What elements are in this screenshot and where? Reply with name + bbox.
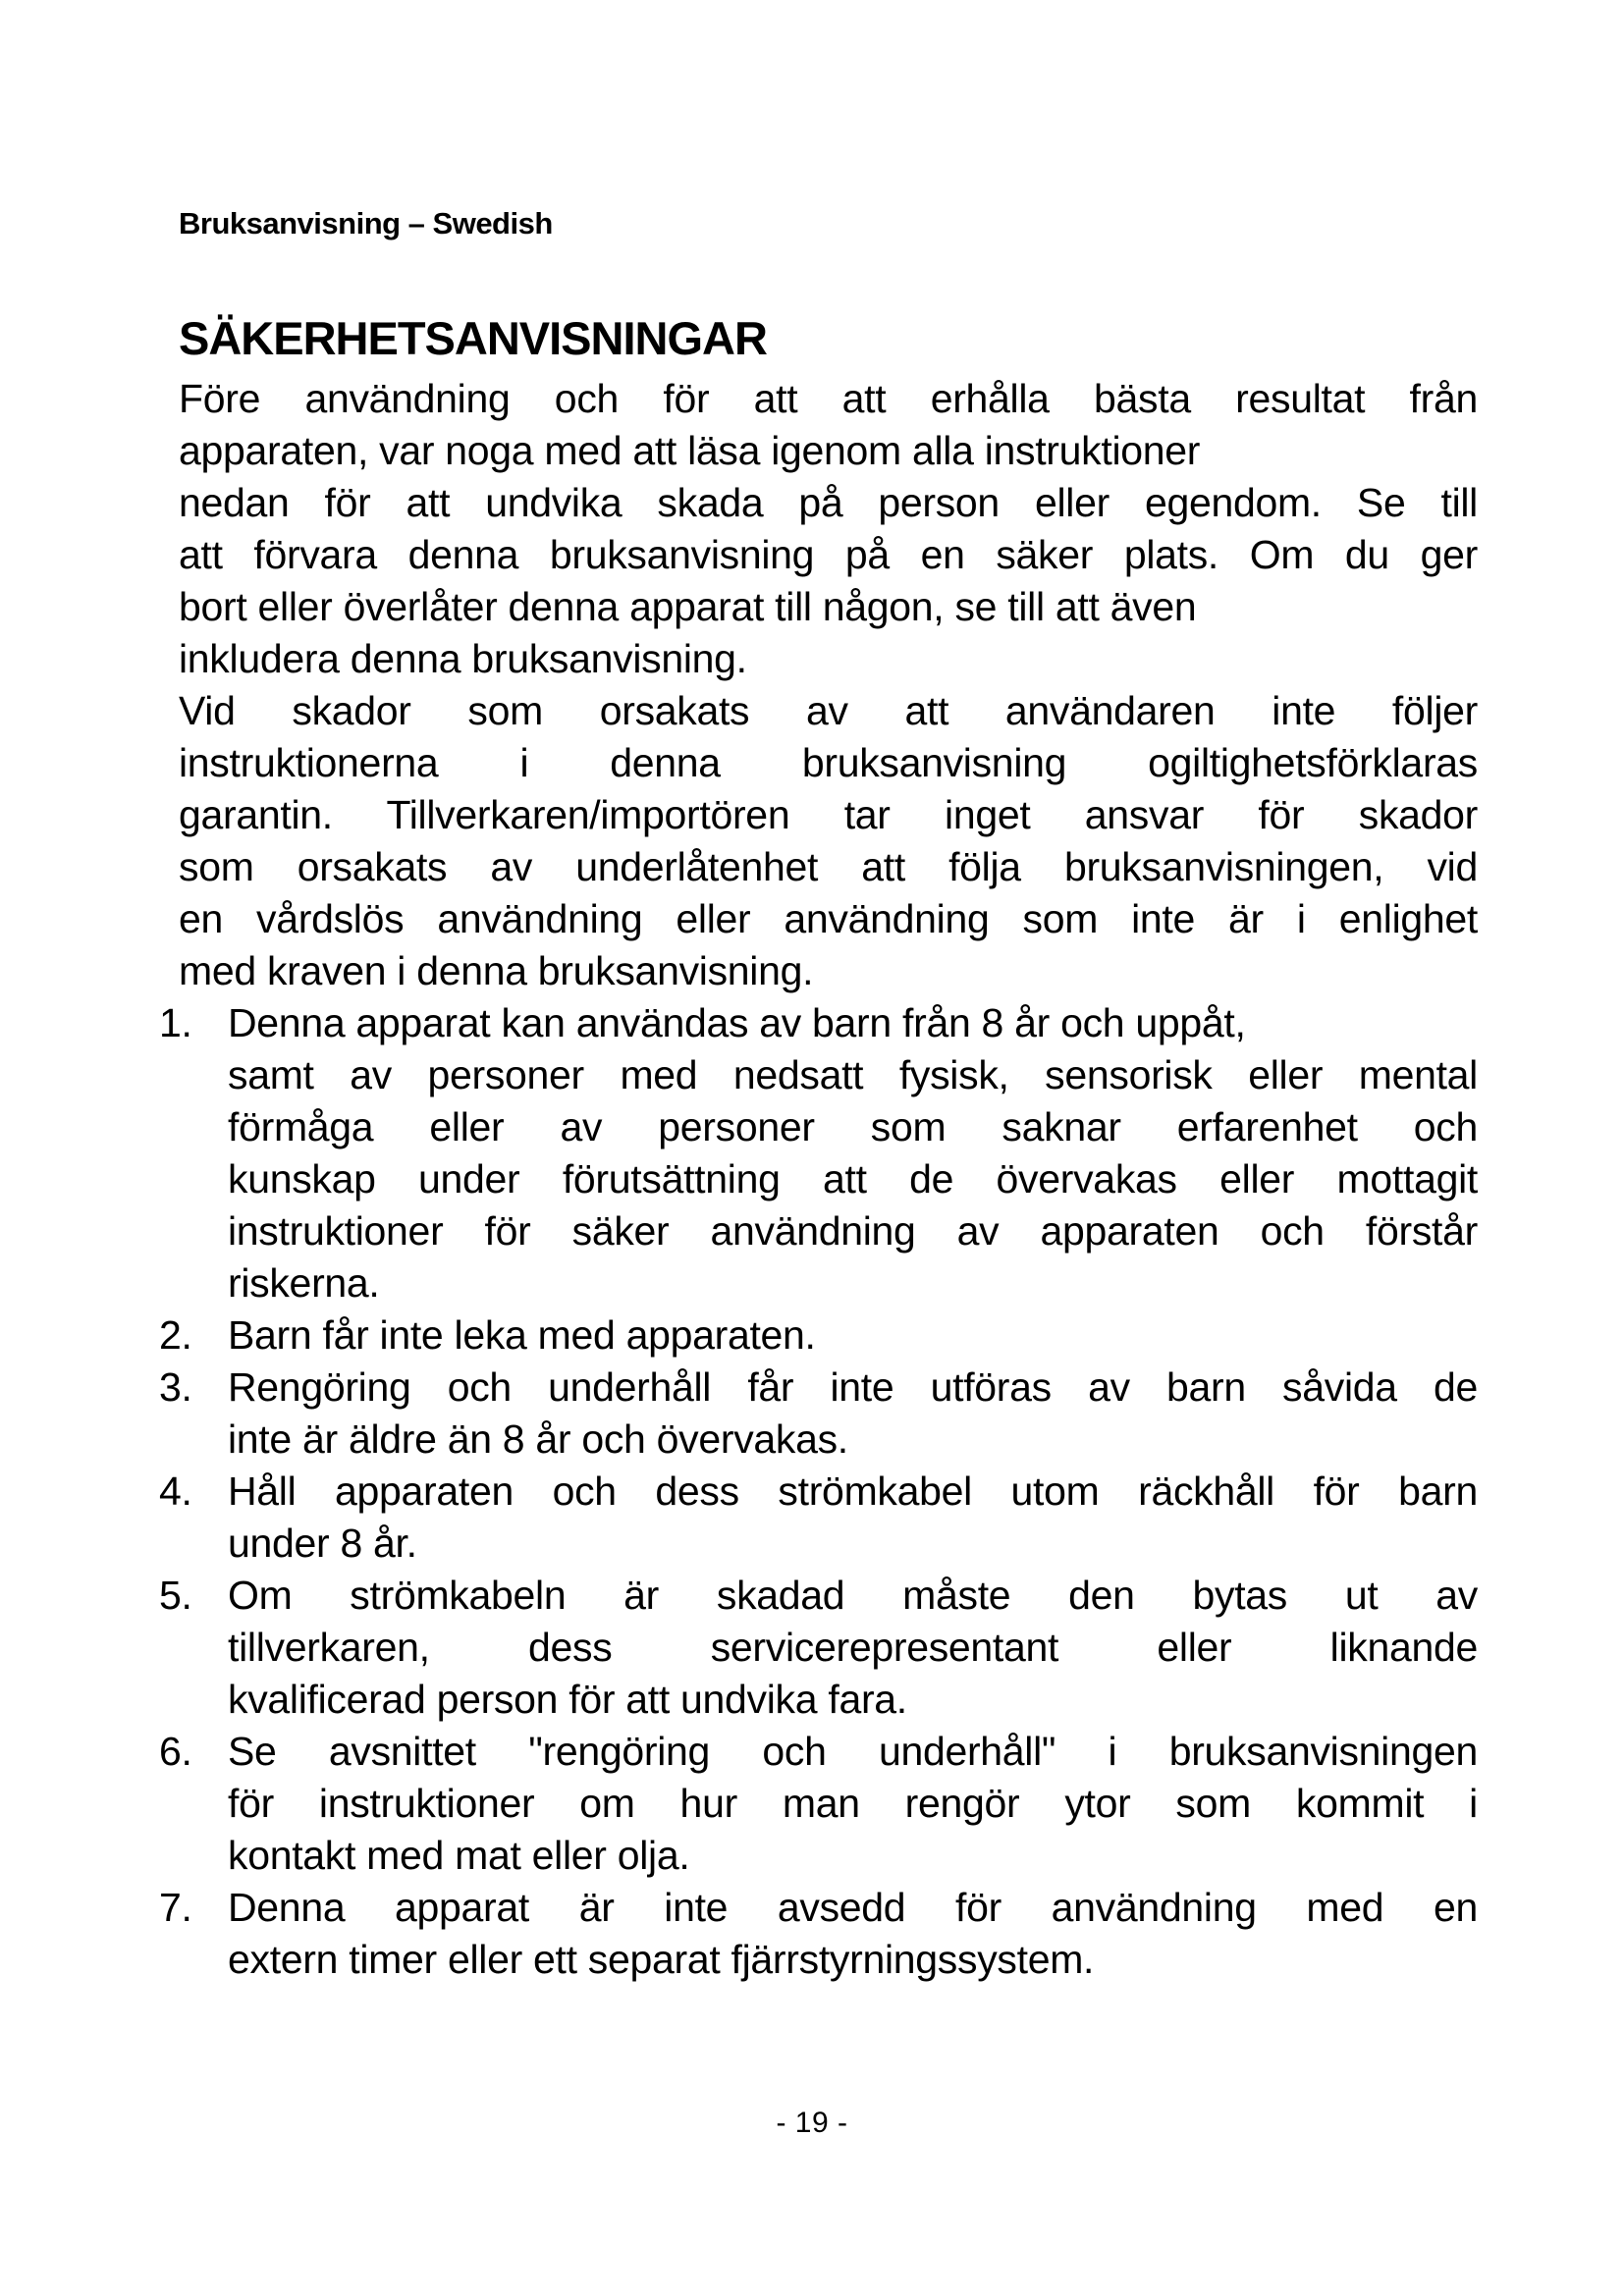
list-item-text (228, 1570, 1478, 1726)
list-item-line: Barn får inte leka med apparaten. (228, 1312, 816, 1358)
list-item-text (228, 997, 1478, 1309)
list-item-number: 7. (159, 1885, 192, 1930)
paragraph-line: att förvara denna bruksanvisning på en säker plats. Om du ger (179, 532, 1478, 577)
list-item (159, 1309, 1478, 1362)
paragraph-line: nedan för att undvika skada på person eller egendom. Se till (179, 480, 1478, 525)
page-title: SÄKERHETSANVISNINGAR (179, 312, 767, 364)
list-item-number: 2. (159, 1312, 192, 1358)
list-item-line: Denna apparat kan användas av barn från 8 år och uppåt, (228, 1000, 1246, 1045)
list-item-line: samt av personer med nedsatt fysisk, sensorisk eller mental (228, 1052, 1478, 1097)
paragraph-line: som orsakats av underlåtenhet att följa bruksanvisningen, vid (179, 844, 1478, 889)
paragraph-line: Vid skador som orsakats av att användaren inte följer (179, 688, 1478, 733)
list-item-line: Rengöring och underhåll får inte utföras av barn såvida de (228, 1364, 1478, 1410)
paragraph-line: en vårdslös användning eller användning som inte är i enlighet (179, 896, 1478, 941)
intro-paragraphs (179, 373, 1478, 997)
list-item-text (228, 1726, 1478, 1882)
list-item-line: extern timer eller ett separat fjärrstyrningssystem. (228, 1937, 1095, 1982)
paragraph (179, 685, 1478, 997)
paragraph-line: apparaten, var noga med att läsa igenom alla instruktioner (179, 428, 1201, 473)
page-content (159, 310, 1478, 1986)
list-item-text (228, 1362, 1478, 1466)
list-item-line: för instruktioner om hur man rengör ytor som kommit i (228, 1781, 1478, 1826)
list-item-line: Håll apparaten och dess strömkabel utom räckhåll för barn (228, 1468, 1478, 1514)
safety-list (159, 997, 1478, 1986)
paragraph-line: Före användning och för att att erhålla bästa resultat från (179, 376, 1478, 421)
paragraph-line: bort eller överlåter denna apparat till någon, se till att även (179, 584, 1197, 629)
paragraph-line: inkludera denna bruksanvisning. (179, 636, 747, 681)
list-item-line: kunskap under förutsättning att de övervakas eller mottagit (228, 1156, 1478, 1201)
paragraph-line: med kraven i denna bruksanvisning. (179, 948, 814, 993)
paragraph-line: instruktionerna i denna bruksanvisning ogiltighetsförklaras (179, 740, 1478, 785)
list-item-line: kontakt med mat eller olja. (228, 1833, 690, 1878)
list-item-line: tillverkaren, dess servicerepresentant eller liknande (228, 1625, 1478, 1670)
list-item-number: 1. (159, 1000, 192, 1045)
list-item-line: instruktioner för säker användning av apparaten och förstår (228, 1208, 1478, 1254)
list-item-number: 6. (159, 1729, 192, 1774)
list-item-number: 3. (159, 1364, 192, 1410)
paragraph (179, 373, 1478, 685)
list-item-number: 5. (159, 1573, 192, 1618)
list-item-text (228, 1882, 1478, 1986)
list-item-line: kvalificerad person för att undvika fara. (228, 1677, 907, 1722)
paragraph-line: garantin. Tillverkaren/importören tar inget ansvar för skador (179, 792, 1478, 837)
page-number: - 19 - (776, 2107, 848, 2139)
list-item-line: Se avsnittet "rengöring och underhåll" i bruksanvisningen (228, 1729, 1478, 1774)
list-item-text (228, 1309, 1478, 1362)
list-item-line: förmåga eller av personer som saknar erfarenhet och (228, 1104, 1478, 1149)
list-item (159, 997, 1478, 1309)
page-header: Bruksanvisning – Swedish (179, 206, 553, 240)
list-item-line: Om strömkabeln är skadad måste den bytas ut av (228, 1573, 1478, 1618)
list-item (159, 1882, 1478, 1986)
list-item-line: riskerna. (228, 1260, 380, 1306)
list-item-line: under 8 år. (228, 1521, 417, 1566)
list-item (159, 1570, 1478, 1726)
list-item-text (228, 1466, 1478, 1570)
list-item (159, 1466, 1478, 1570)
list-item-line: inte är äldre än 8 år och övervakas. (228, 1416, 848, 1462)
list-item-line: Denna apparat är inte avsedd för användning med en (228, 1885, 1478, 1930)
list-item-number: 4. (159, 1468, 192, 1514)
list-item (159, 1362, 1478, 1466)
list-item (159, 1726, 1478, 1882)
